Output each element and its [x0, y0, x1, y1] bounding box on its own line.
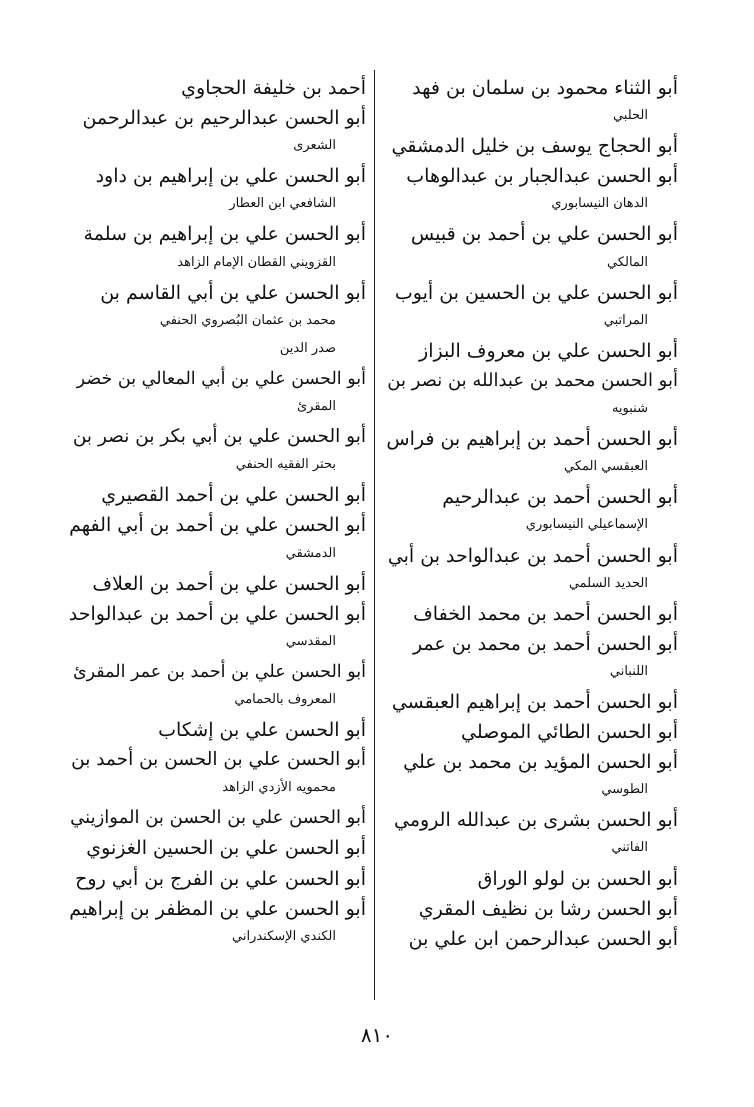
name-entry: [386, 162, 678, 218]
entry-line: أبو الحسن عبدالرحمن ابن علي بن: [408, 927, 678, 950]
entry-continuation-line: الكندي الإسكندراني: [232, 928, 336, 944]
entry-continuation-line: الحلبي: [612, 108, 648, 124]
entry-line: أبو الحجاج يوسف بن خليل الدمشقي: [391, 135, 678, 158]
entry-continuation-line: المراتبي: [603, 312, 648, 328]
entry-line: أبو الحسن علي بن أحمد القصيري: [101, 484, 366, 507]
name-entry: [386, 279, 678, 335]
entry-continuation-line: اللنباني: [609, 663, 648, 679]
name-entry: [386, 425, 678, 481]
name-entry: [386, 718, 678, 746]
column-divider: [374, 70, 375, 1000]
name-entry: [70, 746, 366, 802]
entry-line: أبو الحسن أحمد بن إبراهيم بن فراس: [386, 428, 678, 451]
entry-line: أبو الحسن علي بن أبي بكر بن نصر بن: [72, 426, 366, 448]
entry-continuation-line: محمد بن عثمان البُصروي الحنفي: [159, 312, 336, 328]
name-entry: [70, 570, 366, 598]
name-entry: [386, 806, 678, 862]
entry-line: أبو الحسن علي بن أحمد بن عمر المقرئ: [72, 661, 366, 682]
name-entry: [386, 542, 678, 598]
name-entry: [70, 716, 366, 744]
entry-line: أبو الحسن أحمد بن إبراهيم العبقسي: [391, 690, 678, 713]
entry-line: أبو الحسن علي بن المظفر بن إبراهيم: [69, 897, 366, 920]
entry-line: أبو الحسن علي بن أحمد بن قبيس: [410, 223, 678, 246]
entry-line: أبو الحسن بن لولو الوراق: [477, 867, 678, 890]
name-entry: [70, 220, 366, 276]
name-entry: [386, 865, 678, 893]
entry-line: أبو الحسن أحمد بن عبدالرحيم: [442, 486, 678, 509]
name-entry: [70, 423, 366, 479]
name-entry: [70, 279, 366, 363]
name-entry: [70, 74, 366, 102]
entry-continuation-line: المقرئ: [296, 399, 336, 415]
name-entry: [70, 865, 366, 893]
name-entry: [386, 132, 678, 160]
entry-continuation-line: محمويه الأزدي الزاهد: [222, 780, 336, 796]
entry-continuation-line: الشافعي ابن العطار: [229, 196, 336, 212]
name-entry: [70, 481, 366, 509]
entry-line: أبو الحسن أحمد بن عبدالواحد بن أبي: [387, 544, 678, 567]
entry-continuation-line: شنبويه: [611, 401, 648, 417]
entry-line: أبو الحسن المؤيد بن محمد بن علي: [403, 751, 678, 774]
entry-line: أبو الحسن علي بن الحسين الغزنوي: [86, 837, 366, 860]
name-entry: [70, 365, 366, 421]
entry-line: أبو الحسن الطائي الموصلي: [461, 721, 678, 744]
entry-continuation-line: القزويني القطان الإمام الزاهد: [177, 254, 336, 270]
name-entry: [386, 483, 678, 539]
entry-line: أبو الحسن علي بن الفرج بن أبي روح: [75, 867, 366, 890]
entry-line: أحمد بن خليفة الحجاوي: [181, 77, 366, 99]
entry-continuation-line: صدر الدين: [279, 340, 336, 356]
page-number: ٨١٠: [360, 1023, 394, 1047]
entry-line: أبو الحسن بشرى بن عبدالله الرومي: [394, 809, 678, 832]
name-entry: [386, 220, 678, 276]
right-column: [386, 74, 678, 955]
entry-continuation-line: الإسماعيلي النيسابوري: [525, 517, 648, 533]
entry-continuation-line: الفاتني: [611, 840, 648, 856]
name-entry: [386, 895, 678, 923]
entry-continuation-line: العبقسي المكي: [563, 459, 648, 475]
entry-line: أبو الحسن علي بن أبي المعالي بن خضر: [76, 368, 366, 389]
entry-continuation-line: المعروف بالحمامي: [234, 691, 336, 707]
name-entry: [386, 925, 678, 953]
name-entry: [386, 74, 678, 130]
name-entry: [70, 895, 366, 951]
entry-line: أبو الحسن أحمد بن محمد بن عمر: [412, 632, 678, 655]
name-entry: [386, 367, 678, 423]
entry-line: أبو الحسن علي بن أبي القاسم بن: [100, 281, 366, 304]
name-entry: [70, 511, 366, 567]
name-entry: [386, 688, 678, 716]
entry-line: أبو الحسن علي بن إشكاب: [158, 719, 366, 742]
entry-continuation-line: الطوسي: [601, 782, 648, 798]
entry-line: أبو الحسن علي بن الحسين بن أيوب: [394, 281, 678, 304]
entry-line: أبو الحسن علي بن أحمد بن عبدالواحد: [68, 602, 366, 625]
name-entry: [386, 630, 678, 686]
entry-continuation-line: بحتر الفقيه الحنفي: [235, 457, 336, 473]
name-entry: [70, 658, 366, 714]
name-entry: [70, 162, 366, 218]
entry-line: أبو الحسن علي بن الحسن بن الموازيني: [70, 807, 366, 829]
name-entry: [70, 600, 366, 656]
entry-line: أبو الحسن علي بن أحمد بن العلاف: [92, 572, 366, 595]
name-entry: [386, 600, 678, 628]
entry-line: أبو الحسن علي بن إبراهيم بن سلمة: [83, 223, 366, 246]
left-column: [70, 74, 366, 953]
entry-line: أبو الحسن علي بن الحسن بن أحمد بن: [71, 749, 366, 771]
entry-line: أبو الحسن أحمد بن محمد الخفاف: [413, 602, 678, 625]
entry-continuation-line: الدهان النيسابوري: [551, 196, 648, 212]
entry-line: أبو الحسن علي بن معروف البزاز: [419, 339, 678, 362]
entry-line: أبو الحسن عبدالرحيم بن عبدالرحمن: [82, 107, 366, 130]
entry-continuation-line: الشعرى: [293, 138, 336, 154]
entry-line: أبو الحسن علي بن أحمد بن أبي الفهم: [69, 514, 366, 537]
entry-line: أبو الحسن علي بن إبراهيم بن داود: [95, 165, 366, 188]
name-entry: [70, 804, 366, 832]
name-entry: [386, 337, 678, 365]
name-entry: [386, 748, 678, 804]
name-entry: [70, 834, 366, 862]
entry-continuation-line: المقدسي: [285, 633, 336, 649]
name-entry: [70, 104, 366, 160]
entry-continuation-line: الحديد السلمي: [568, 575, 648, 591]
entry-continuation-line: الدمشقي: [285, 545, 336, 561]
entry-line: أبو الحسن رشا بن نظيف المقري: [418, 897, 678, 920]
entry-line: أبو الحسن عبدالجبار بن عبدالوهاب: [406, 165, 678, 188]
entry-line: أبو الحسن محمد بن عبدالله بن نصر بن: [387, 369, 678, 391]
entry-continuation-line: المالكي: [606, 254, 648, 270]
entry-line: أبو الثناء محمود بن سلمان بن فهد: [412, 77, 678, 99]
